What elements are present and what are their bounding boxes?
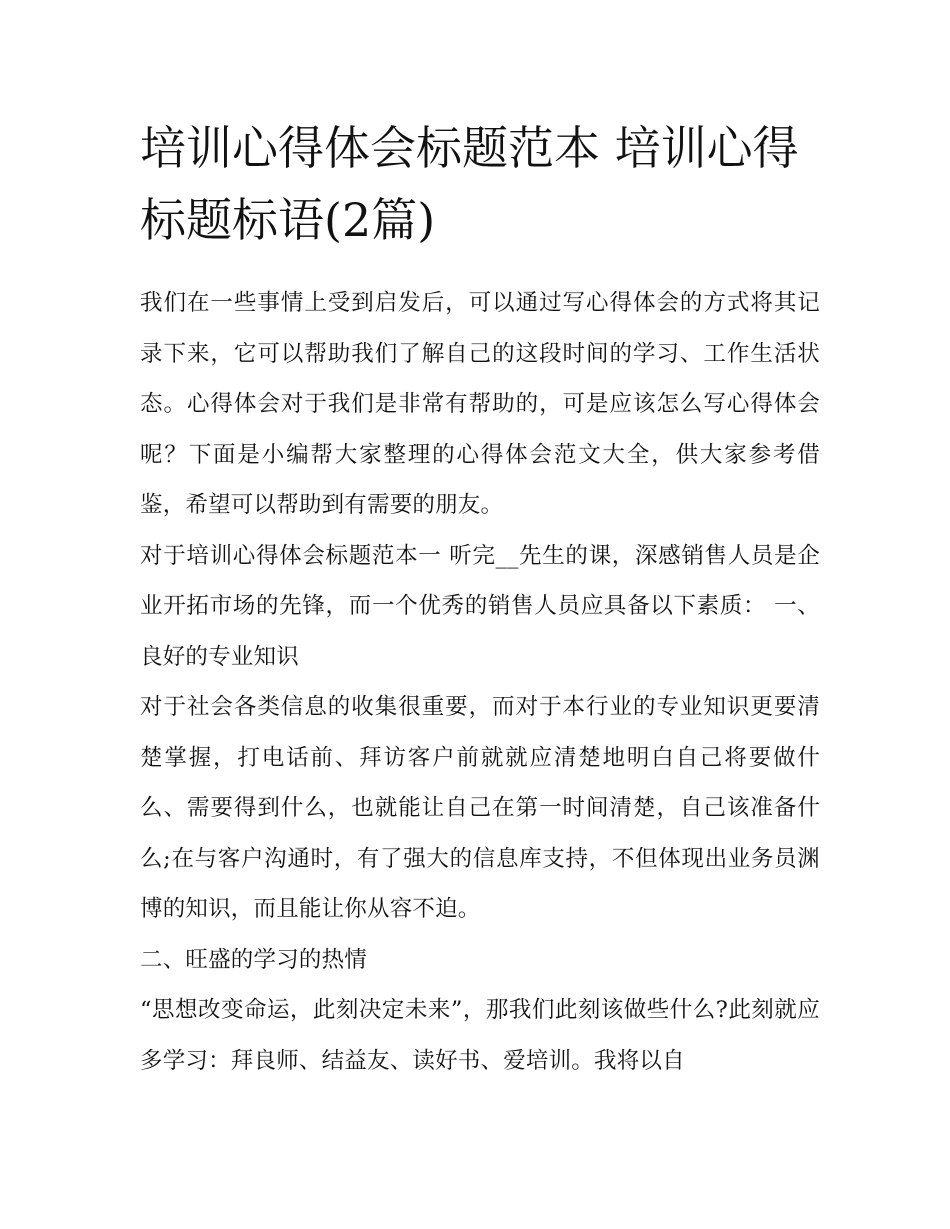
- document-body: [140, 278, 820, 1086]
- intro-paragraph: 我们在一些事情上受到启发后，可以通过写心得体会的方式将其记录下来，它可以帮助我们了解自己的这段时间的学习、工作生活状态。心得体会对于我们是非常有帮助的，可是应该怎么写心得体会呢？下面是小编帮大家整理的心得体会范文大全，供大家参考借鉴，希望可以帮助到有需要的朋友。: [140, 290, 820, 518]
- document-title: 培训心得体会标题范本 培训心得标题标语(2篇): [140, 121, 799, 247]
- learning-paragraph: “思想改变命运，此刻决定未来”，那我们此刻该做些什么?此刻就应多学习：拜良师、结益友、读好书、爱培训。我将以自: [140, 997, 820, 1074]
- section-one-paragraph: 对于培训心得体会标题范本一 听完__先生的课，深感销售人员是企业开拓市场的先锋，而一个优秀的销售人员应具备以下素质： 一、良好的专业知识: [140, 542, 820, 670]
- professional-knowledge-paragraph: 对于社会各类信息的收集很重要，而对于本行业的专业知识更要清楚掌握，打电话前、拜访客户前就就应清楚地明白自己将要做什么、需要得到什么，也就能让自己在第一时间清楚，自己该准备什么;在与客户沟通时，有了强大的信息库支持，不但体现出业务员渊博的知识，而且能让你从容不迫。: [140, 694, 820, 922]
- section-two-heading: 二、旺盛的学习的热情: [140, 946, 368, 973]
